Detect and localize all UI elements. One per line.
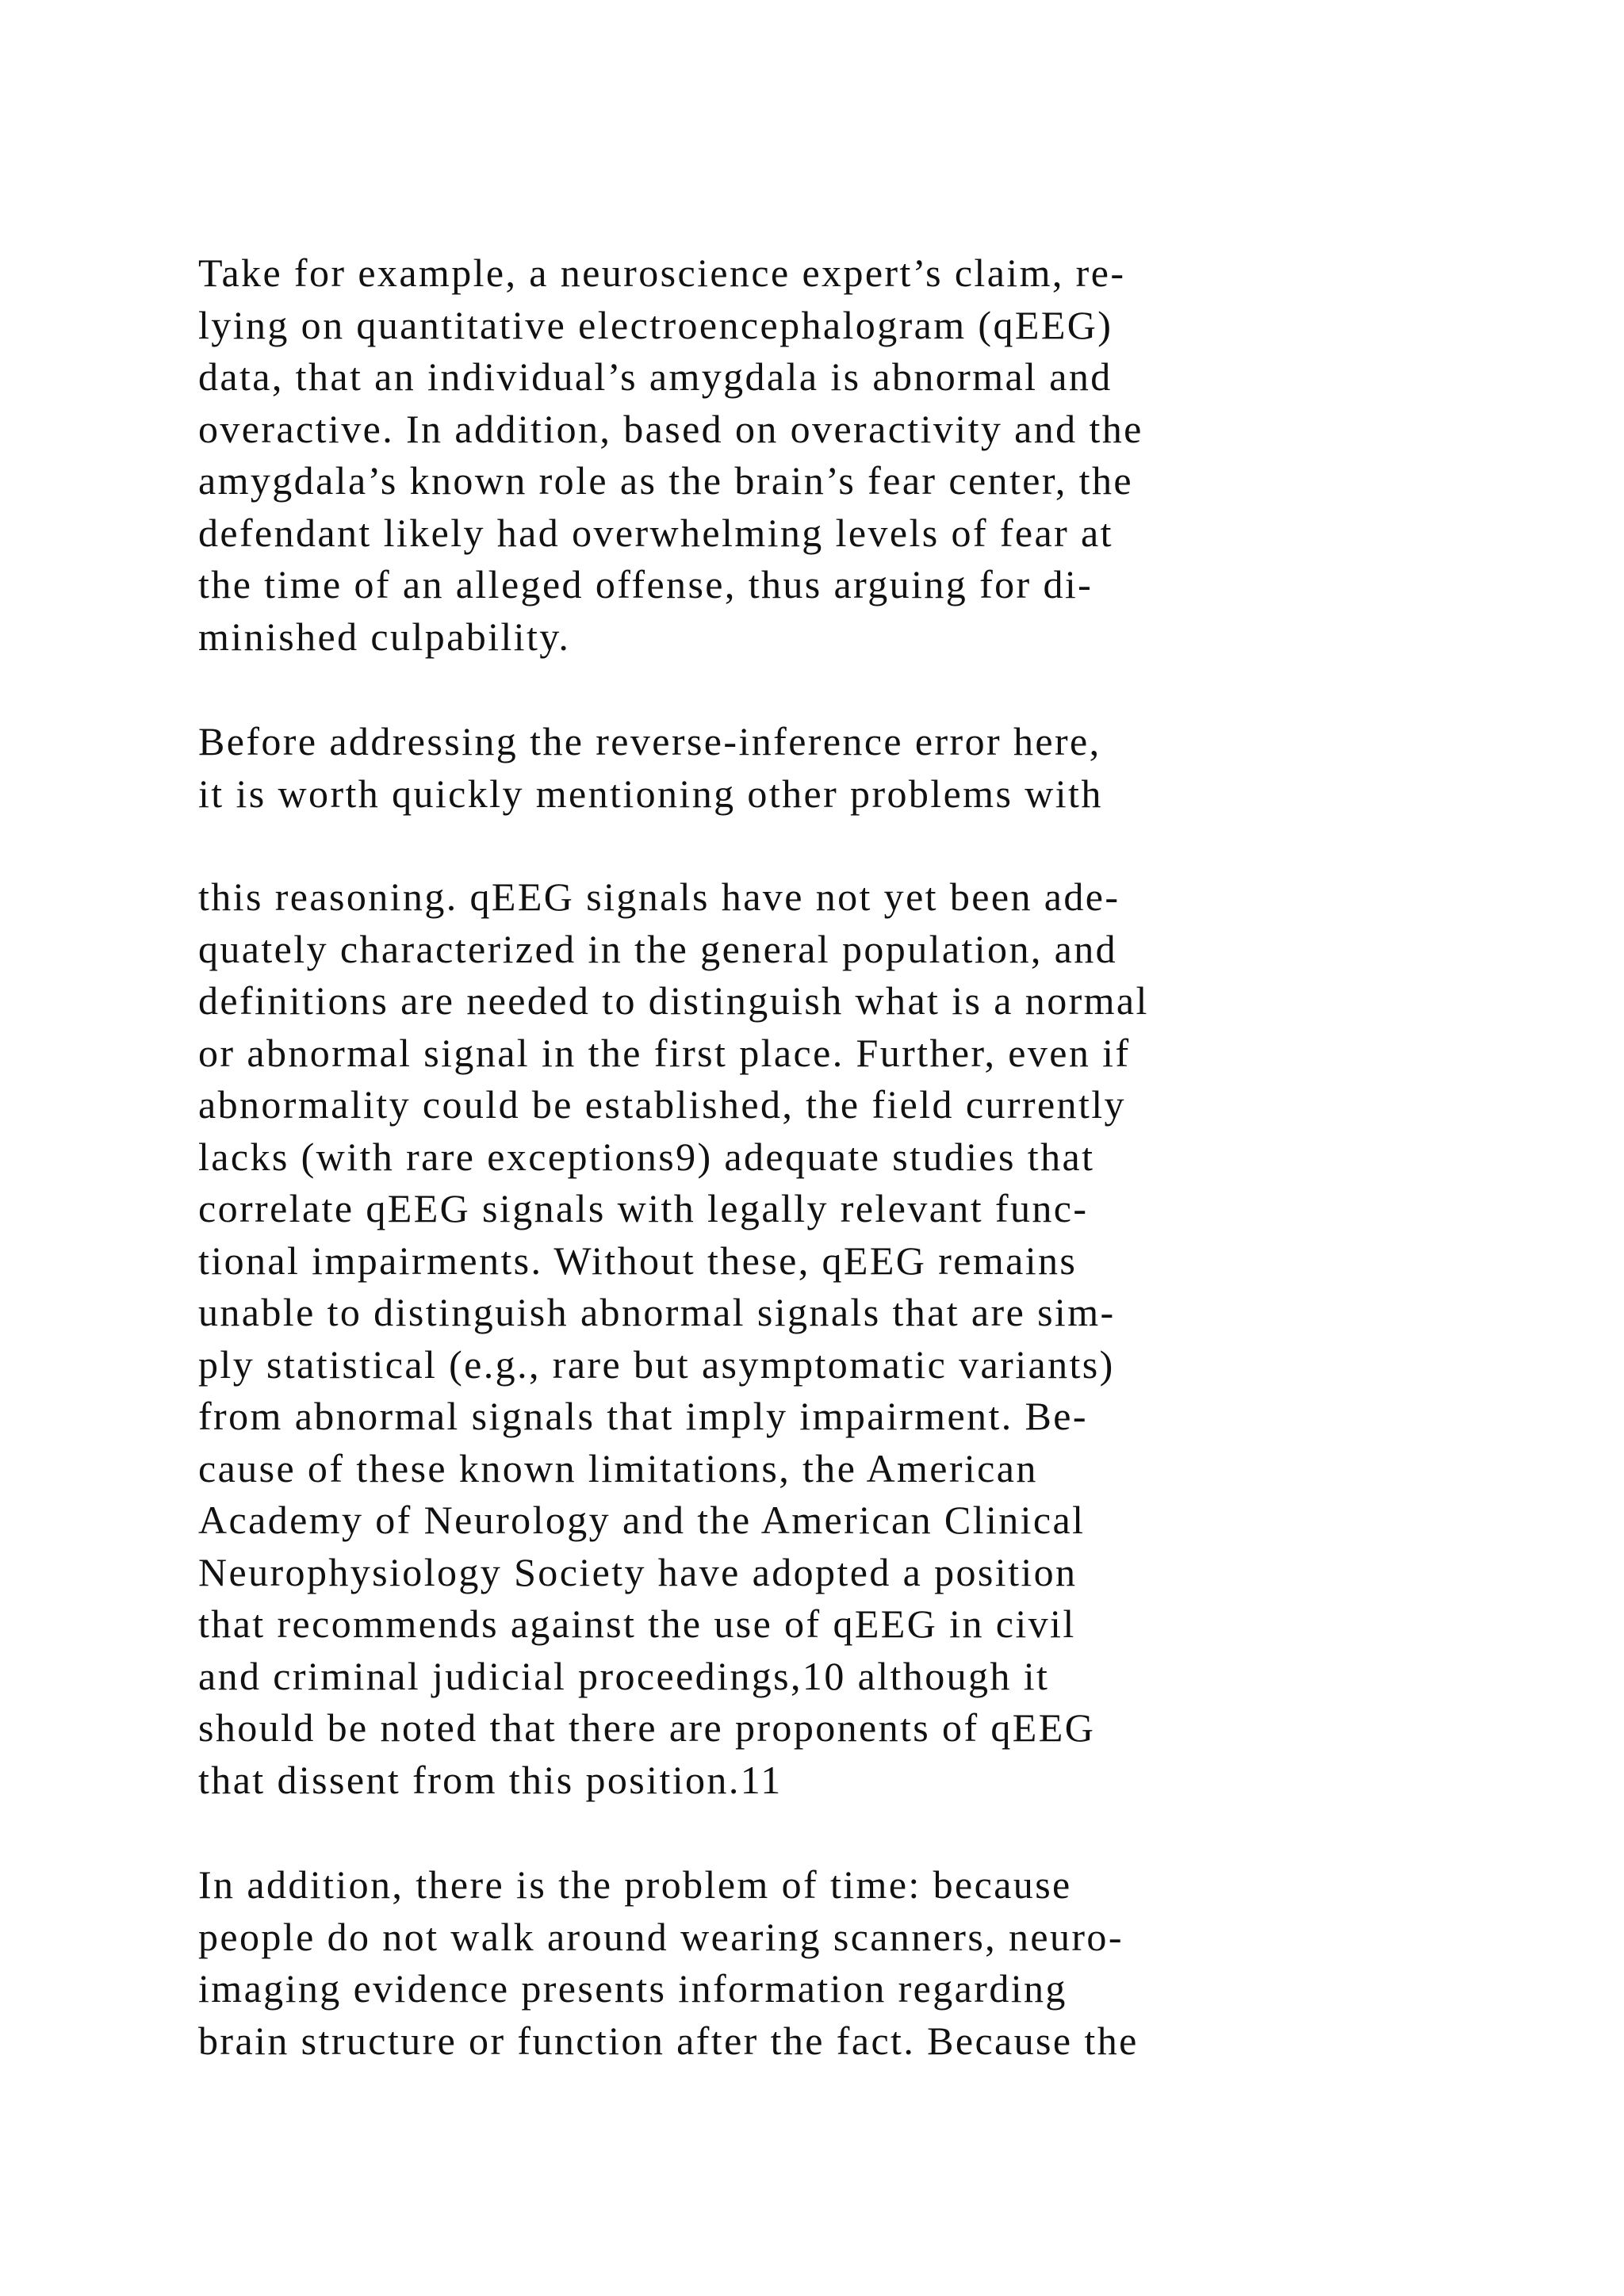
- text-line: unable to distinguish abnormal signals that are sim-: [198, 1290, 1116, 1334]
- text-line: people do not walk around wearing scanners, neuro-: [198, 1914, 1124, 1959]
- text-line: minished culpability.: [198, 614, 571, 659]
- text-line: lying on quantitative electroencephalogram (qEEG): [198, 302, 1113, 347]
- text-line: amygdala’s known role as the brain’s fear center, the: [198, 458, 1133, 503]
- text-line: and criminal judicial proceedings,10 although it: [198, 1653, 1050, 1698]
- text-line: defendant likely had overwhelming levels of fear at: [198, 510, 1113, 555]
- text-line: this reasoning. qEEG signals have not yet been ade-: [198, 874, 1120, 919]
- text-line: lacks (with rare exceptions9) adequate studies that: [198, 1134, 1095, 1179]
- text-line: Before addressing the reverse-inference error here,: [198, 719, 1101, 763]
- text-line: definitions are needed to distinguish what is a normal: [198, 978, 1149, 1023]
- text-line: quately characterized in the general population, and: [198, 926, 1118, 971]
- text-line: that dissent from this position.11: [198, 1757, 783, 1802]
- text-line: Neurophysiology Society have adopted a position: [198, 1549, 1078, 1594]
- text-line: the time of an alleged offense, thus arguing for di-: [198, 562, 1094, 607]
- text-line: In addition, there is the problem of time: because: [198, 1862, 1072, 1907]
- paragraph-reverse-inference: [198, 716, 1103, 820]
- text-line: it is worth quickly mentioning other problems with: [198, 771, 1103, 816]
- text-line: abnormality could be established, the field currently: [198, 1082, 1126, 1127]
- text-line: correlate qEEG signals with legally relevant func-: [198, 1186, 1089, 1230]
- text-line: from abnormal signals that imply impairment. Be-: [198, 1394, 1088, 1438]
- text-line: Take for example, a neuroscience expert’s claim, re-: [198, 251, 1126, 295]
- paragraph-amygdala-example: [198, 247, 1143, 663]
- text-line: brain structure or function after the fact. Because the: [198, 2018, 1139, 2063]
- text-line: overactive. In addition, based on overactivity and the: [198, 406, 1143, 451]
- text-line: tional impairments. Without these, qEEG remains: [198, 1238, 1078, 1283]
- text-line: data, that an individual’s amygdala is abnormal and: [198, 354, 1113, 399]
- text-line: should be noted that there are proponents of qEEG: [198, 1705, 1096, 1750]
- paragraph-problem-of-time: [198, 1859, 1139, 2067]
- text-line: ply statistical (e.g., rare but asymptomatic variants): [198, 1341, 1115, 1387]
- text-line: that recommends against the use of qEEG in civil: [198, 1601, 1076, 1646]
- text-line: or abnormal signal in the first place. Further, even if: [198, 1030, 1131, 1075]
- paragraph-qeeg-limitations: [198, 871, 1149, 1806]
- text-line: imaging evidence presents information regarding: [198, 1966, 1067, 2011]
- text-line: cause of these known limitations, the American: [198, 1445, 1038, 1490]
- text-line: Academy of Neurology and the American Clinical: [198, 1498, 1086, 1542]
